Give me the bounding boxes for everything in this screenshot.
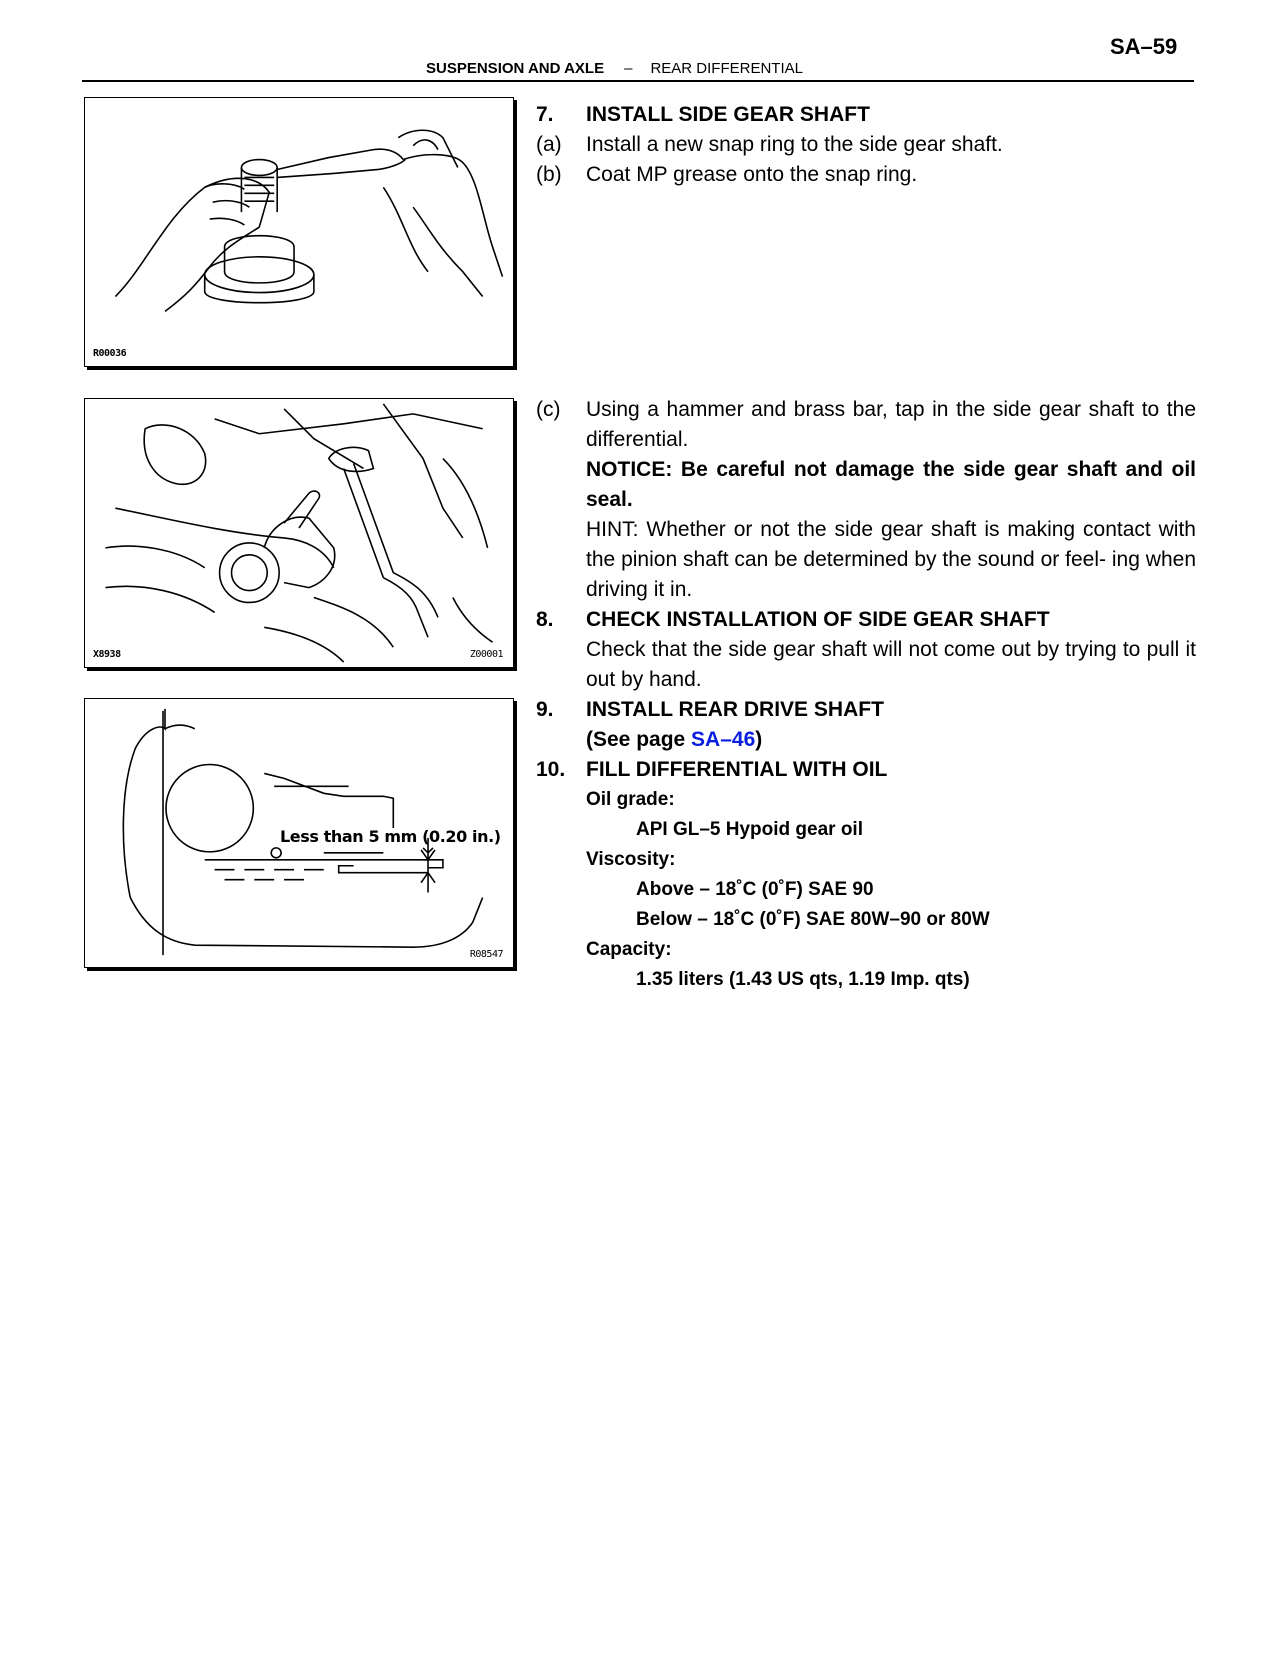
- step-number: 9.: [536, 698, 554, 721]
- step-title: FILL DIFFERENTIAL WITH OIL: [586, 758, 888, 781]
- step-number: 8.: [536, 608, 554, 631]
- step-9-10-block: [536, 695, 1196, 995]
- header-rule: [82, 80, 1194, 82]
- spec-label: Viscosity:: [586, 849, 676, 870]
- figure-code-right: R08547: [469, 949, 503, 960]
- step-number: 10.: [536, 758, 566, 781]
- step-7c-8-block: [536, 395, 1196, 695]
- spec-value: Above – 18˚C (0˚F) SAE 90: [636, 879, 874, 900]
- substep-mark: (b): [536, 163, 562, 186]
- section-title: SUSPENSION AND AXLE: [426, 60, 605, 77]
- spec-label: Oil grade:: [586, 789, 675, 810]
- step-number: 7.: [536, 103, 554, 126]
- snap-ring-illustration: [85, 98, 513, 366]
- spec-value: API GL–5 Hypoid gear oil: [636, 819, 863, 840]
- spec-value: Below – 18˚C (0˚F) SAE 80W–90 or 80W: [636, 909, 990, 930]
- step-title: INSTALL SIDE GEAR SHAFT: [586, 103, 870, 126]
- page-link[interactable]: SA–46: [691, 728, 756, 751]
- figure-oil-level: [84, 698, 514, 968]
- figure-tap-side-gear-shaft: [84, 398, 514, 668]
- spec-label: Capacity:: [586, 939, 672, 960]
- step-title: INSTALL REAR DRIVE SHAFT: [586, 698, 884, 721]
- step-text: Check that the side gear shaft will not come out by trying to pull it out by hand.: [586, 638, 1196, 691]
- substep-text: Using a hammer and brass bar, tap in the side gear shaft to the differential.: [586, 398, 1196, 451]
- step-title: CHECK INSTALLATION OF SIDE GEAR SHAFT: [586, 608, 1050, 631]
- figure-snap-ring-install: [84, 97, 514, 367]
- figure-code: R00036: [93, 348, 127, 359]
- figure-code-right: Z00001: [469, 649, 503, 660]
- step-7-block: [536, 100, 1196, 190]
- notice-text: NOTICE: Be careful not damage the side gear shaft and oil seal.: [586, 458, 1196, 511]
- oil-level-annotation: Less than 5 mm (0.20 in.): [280, 827, 501, 846]
- substep-text: Install a new snap ring to the side gear shaft.: [586, 133, 1003, 156]
- page-number: SA–59: [1110, 34, 1178, 59]
- figure-code: X8938: [93, 649, 121, 660]
- subsection-title: REAR DIFFERENTIAL: [650, 60, 803, 77]
- spec-value: 1.35 liters (1.43 US qts, 1.19 Imp. qts): [636, 969, 970, 990]
- see-page-reference: (See page SA–46): [586, 728, 763, 751]
- substep-mark: (a): [536, 133, 562, 156]
- substep-mark: (c): [536, 398, 561, 421]
- substep-text: Coat MP grease onto the snap ring.: [586, 163, 918, 186]
- header-separator: –: [624, 60, 633, 77]
- hint-text: HINT: Whether or not the side gear shaft is making contact with the pinion shaft can be determined by the sound or feel- ing when driving it in.: [586, 518, 1196, 601]
- running-header: [426, 60, 803, 77]
- hammer-illustration: [85, 399, 513, 667]
